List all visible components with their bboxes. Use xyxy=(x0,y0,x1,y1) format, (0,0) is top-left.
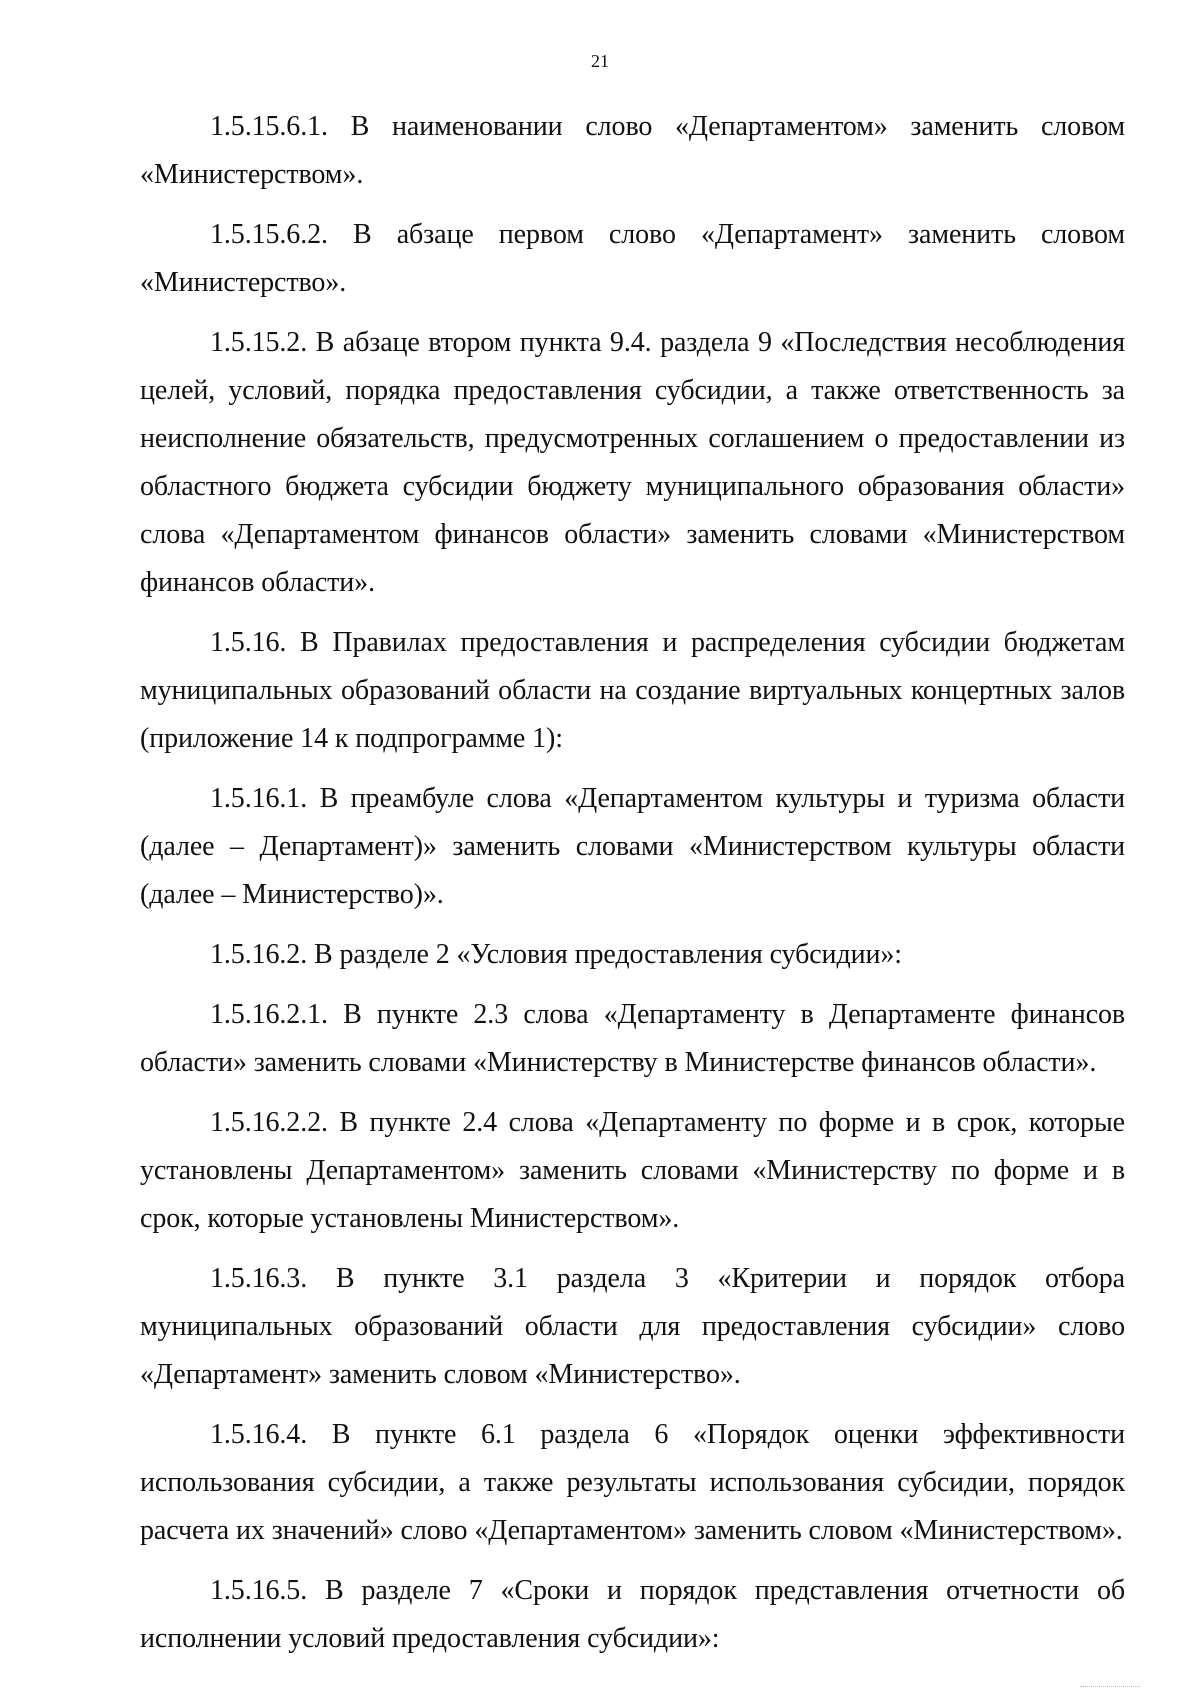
paragraph-1-5-15-2: 1.5.15.2. В абзаце втором пункта 9.4. раздела 9 «Последствия несоблюдения целей, условий, порядка предоставления субсидии, а также ответственность за неисполнение обязательств, предусмотренных соглашением о предоставлении из областного бюджета субсидии бюджету муниципального образования области» слова «Департаментом финансов области» заменить словами «Министерством финансов области». xyxy=(140,327,1125,598)
paragraph-1-5-16-2-2: 1.5.16.2.2. В пункте 2.4 слова «Департаменту по форме и в срок, которые установлены Департаментом» заменить словами «Министерству по форме и в срок, которые установлены Министерством». xyxy=(140,1107,1125,1234)
paragraph-1-5-15-6-1: 1.5.15.6.1. В наименовании слово «Департаментом» заменить словом «Министерством». xyxy=(140,111,1125,190)
paragraph-1-5-16-2: 1.5.16.2. В разделе 2 «Условия предоставления субсидии»: xyxy=(210,939,902,970)
paragraph-1-5-15-6-2: 1.5.15.6.2. В абзаце первом слово «Департамент» заменить словом «Министерство». xyxy=(140,219,1125,298)
paragraph-1-5-16: 1.5.16. В Правилах предоставления и распределения субсидии бюджетам муниципальных образований области на создание виртуальных концертных залов (приложение 14 к подпрограмме 1): xyxy=(140,627,1125,754)
scan-artifact xyxy=(1080,1686,1140,1697)
document-body xyxy=(140,103,1125,1675)
page-number: 21 xyxy=(591,51,609,71)
paragraph-1-5-16-1: 1.5.16.1. В преамбуле слова «Департаментом культуры и туризма области (далее – Департамент)» заменить словами «Министерством культуры области (далее – Министерство)». xyxy=(140,783,1125,910)
paragraph-1-5-16-3: 1.5.16.3. В пункте 3.1 раздела 3 «Критерии и порядок отбора муниципальных образований области для предоставления субсидии» слово «Департамент» заменить словом «Министерство». xyxy=(140,1263,1125,1390)
paragraph-1-5-16-5: 1.5.16.5. В разделе 7 «Сроки и порядок представления отчетности об исполнении условий предоставления субсидии»: xyxy=(140,1575,1125,1654)
paragraph-1-5-16-2-1: 1.5.16.2.1. В пункте 2.3 слова «Департаменту в Департаменте финансов области» заменить словами «Министерству в Министерстве финансов области». xyxy=(140,999,1125,1078)
paragraph-1-5-16-4: 1.5.16.4. В пункте 6.1 раздела 6 «Порядок оценки эффективности использования субсидии, а также результаты использования субсидии, порядок расчета их значений» слово «Департаментом» заменить словом «Министерством». xyxy=(140,1419,1125,1546)
